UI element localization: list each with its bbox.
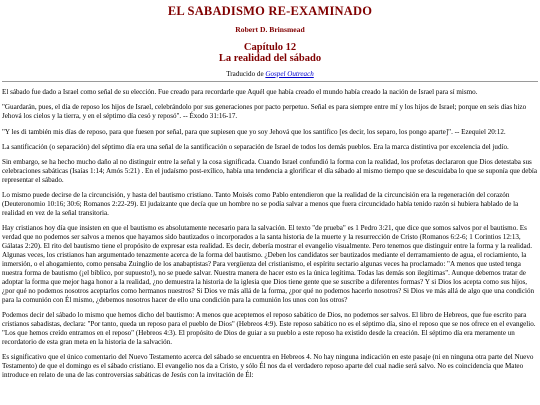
paragraph: El sábado fue dado a Israel como señal de su elección. Fue creado para recordarle que Aquél que había creado el mundo había creado la nación de Israel para sí mismo.	[2, 88, 478, 96]
document-body	[2, 88, 538, 380]
paragraph: La santificación (o separación) del séptimo día era una señal de la santificación o separación de Israel de todos los demás pueblos. Era la marca distintiva por excelencia del judío.	[2, 142, 509, 151]
paragraph: "Guardarán, pues, el día de reposo los hijos de Israel, celebrándolo por sus generaciones por pacto perpetuo. Señal es para siempre entre mí y los hijos de Israel; porque en seis días hizo Jehová los cielos y la tierra, y en el séptimo día cesó y reposó". -- Éxodo 31:16-17.	[2, 103, 527, 121]
chapter-number: Capítulo 12	[243, 42, 297, 53]
chapter-title: La realidad del sábado	[218, 53, 322, 64]
paragraph: Sin embargo, se ha hecho mucho daño al no distinguir entre la señal y la cosa significada. Cuando Israel confundió la forma con la realidad, los profetas declararon que Dios detestaba sus celebraciones sabáticas (Isaías 1:14; Amós 5:21) . En el judaísmo post-exílico, había una tendencia a glorificar el día sábado al mismo tiempo que se descuidaba lo que se suponía que debía representar el sábado.	[2, 158, 538, 184]
paragraph: "Y les di también mis días de reposo, para que fuesen por señal, para que supiesen que yo soy Jehová que los santifico [es decir, los separo, los pongo aparte]". -- Ezequiel 20:12.	[2, 127, 506, 136]
divider	[2, 81, 538, 82]
paragraph: Lo mismo puede decirse de la circuncisión, y hasta del bautismo cristiano. Tanto Moisés como Pablo entendieron que la realidad de la circuncisión era la regeneración del corazón (Deuteronomio 10:16; 30:6; Romanos 2:22-29). El judaizante que decía que un hombre no se podía salvar a menos que fuera circuncidado había tenido razón si hubiera hablado de la realidad en vez de la señal transitoria.	[2, 191, 519, 218]
chapter-heading	[2, 42, 538, 64]
paragraph: Podemos decir del sábado lo mismo que hemos dicho del bautismo: A menos que aceptemos el reposo sabático de Dios, no podemos ser salvos. El libro de Hebreos, que fue escrito para cristianos sabadistas, declara: "Por tanto, queda un reposo para el pueblo de Dios" (Hebreos 4:9). Este reposo sabático no es el séptimo día, sino el reposo que se nos ofrece en el evangelio. "Los que hemos creído entramos en el reposo" (Hebreos 4:3). El propósito de Dios de guiar a su pueblo a este reposo ha existido desde la creación. El séptimo día era meramente un recordatorio de esta gran meta en la historia de la salvación.	[2, 310, 536, 346]
book-title: EL SABADISMO RE-EXAMINADO	[167, 4, 373, 18]
paragraph: Es significativo que el único comentario del Nuevo Testamento acerca del sábado se encuentra en Hebreos 4. No hay ninguna indicación en este pasaje (ni en ninguna otra parte del Nuevo Testamento) de que el domingo es el sábado cristiano. El evangelio nos da a Cristo, y sólo Él nos da el verdadero reposo aparte del cual nadie será salvo. No es coincidencia que Mateo introduce en relato de una de las controversias sabáticas de Jesús con la invitación de Él:	[2, 352, 534, 379]
translation-prefix: Traducido de	[226, 70, 266, 78]
paragraph: Hay cristianos hoy día que insisten en que el bautismo es absolutamente necesario para la salvación. El texto "de prueba" es 1 Pedro 3:21, que dice que somos salvos por el bautismo. Es verdad que no podemos ser salvos a menos que hayamos sido bautizados o incorporados a la santa historia de la muerte y la resurrección de Cristo (Romanos 6:2-6; 1 Corintios 12:13, Gálatas 2:20). El rito del bautismo tiene el propósito de expresar esta realidad. Es decir, debería mostrar el evangelio visualmente. Pero tenemos que distinguir entre la forma y la realidad. Algunas veces, los cristianos han argumentado tenazmente acerca de la forma del bautismo. ¿Deben los candidatos ser bautizados mediante el derramamiento de agua, el rociamiento, la inmersión, o el ahogamiento, como pensaba Zuinglio de los anabaptistas? Para vergüenza del cristianismo, el espíritu sectario algunas veces ha proclamado: "A menos que usted tenga nuestra forma de bautismo (¡el bíblico, por supuesto!), no se puede salvar. Nuestra manera de hacer esto es la única legítima. Todas las demás son ilegítimas". Aunque debemos tratar de adoptar la forma que mejor haga honor a la realidad, ¿no demuestra la historia de la iglesia que Dios tiene gente que se suscribe a diferentes formas? Y si Dios los acepta como sus hijos, ¿por qué no podemos nosotros aceptarlos como hermanos nuestros? Si Dios ve más allá de la forma, ¿por qué no podemos hacerlo nosotros? Si Dios ve más allá de algo que una condición para la comunión con Él mismo, ¿debemos nosotros hacer de ello una condición para la comunión los unos con los otros?	[2, 224, 535, 304]
gospel-outreach-link[interactable]: Gospel Outreach	[265, 70, 314, 78]
translation-credit	[2, 70, 538, 78]
document-page	[2, 0, 538, 380]
author-name: Robert D. Brinsmead	[235, 25, 305, 34]
